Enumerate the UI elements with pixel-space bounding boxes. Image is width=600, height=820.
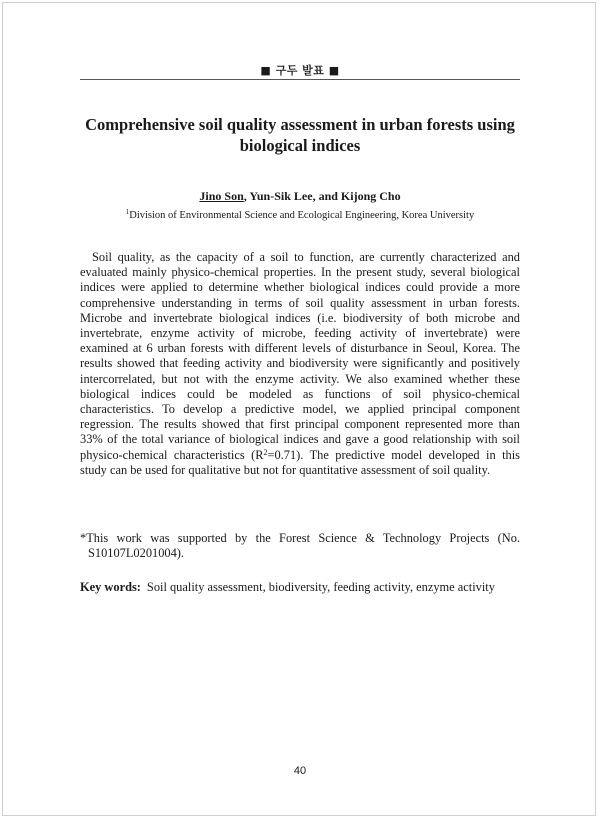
abstract-text-1: Soil quality, as the capacity of a soil to function, are currently characterized and evaluated mainly physico-chemical properties. In the present study, several biological indices were applied to determine whether biological indices could provide a more comprehensive understanding in terms of soil quality assessment in urban forests. Microbe and invertebrate biological indices (i.e. biodiversity of both microbe and invertebrate, enzyme activity of microbe, feeding activity of invertebrate) were examined at 6 urban forests with different levels of disturbance in Seoul, Korea. The results showed that feeding activity and biodiversity were significantly and positively intercorrelated, but not with the enzyme activity. We also examined whether these biological indices could be modeled as functions of soil physico-chemical characteristics. To develop a predictive model, we applied principal component regression. The results showed that first principal component represented more than 33% of the total variance of biological indices and gave a good relationship with soil physico-chemical characteristics (R [80, 250, 520, 462]
keywords-label: Key words: [80, 580, 141, 594]
keywords-block [80, 580, 520, 595]
abstract-text-2: =0.71). The predictive model developed in this study can be used for qualitative but not for quantitative assessment of soil quality. [80, 447, 520, 477]
co-authors: , Yun-Sik Lee, and Kijong Cho [243, 189, 401, 203]
affiliation-text: Division of Environmental Science and Ecological Engineering, Korea University [129, 210, 475, 221]
title-line-2: biological indices [239, 136, 361, 155]
section-tag: ■ 구두 발표 ■ [260, 64, 340, 77]
affiliation-marker: 1 [125, 208, 130, 216]
paper-title [80, 114, 520, 156]
affiliation [80, 208, 520, 221]
page-number: 40 [293, 765, 307, 777]
keywords-text: Soil quality assessment, biodiversity, feeding activity, enzyme activity [146, 580, 495, 594]
presenting-author: Jino Son [199, 189, 244, 203]
abstract [80, 250, 520, 478]
r-squared-superscript: 2 [263, 447, 268, 457]
title-line-1: Comprehensive soil quality assessment in urban forests using [85, 115, 515, 134]
funding-footnote: *This work was supported by the Forest Science & Technology Projects (No. S10107L0201004). [80, 531, 520, 561]
header-rule [80, 79, 520, 80]
abstract-paragraph [80, 250, 520, 478]
authors [80, 189, 520, 204]
